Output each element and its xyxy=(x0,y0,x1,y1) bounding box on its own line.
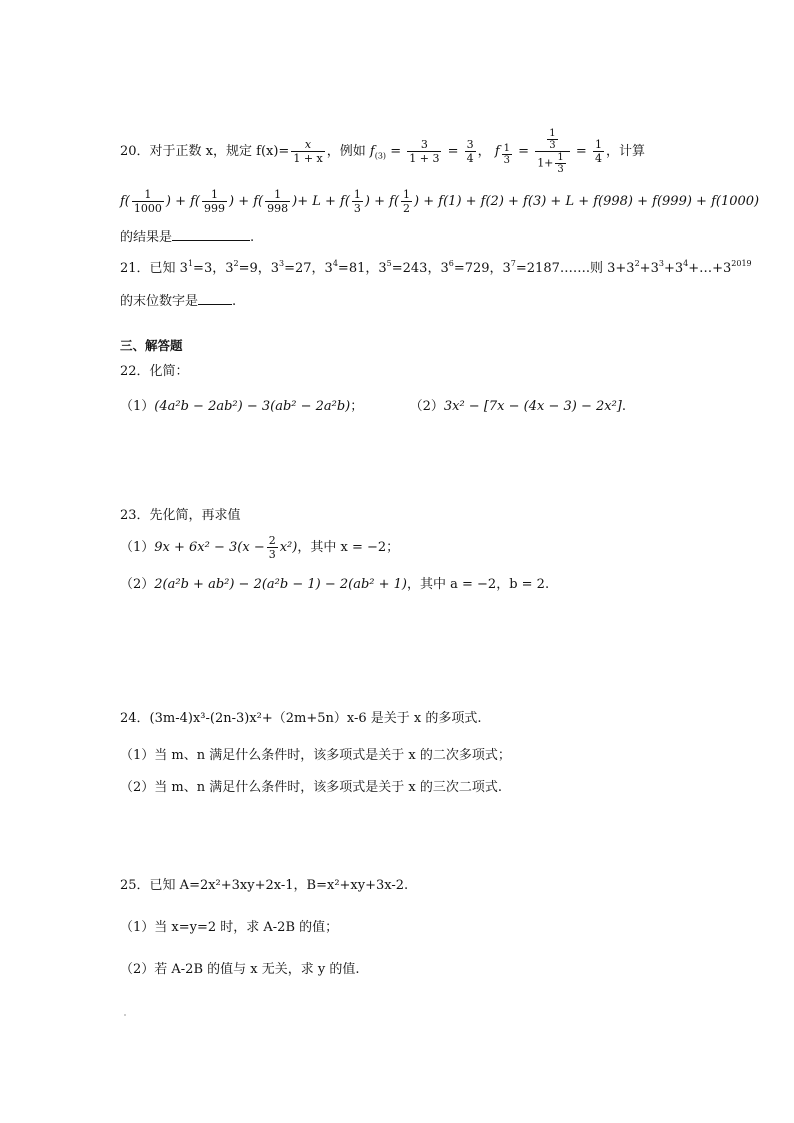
q21-t-d: =27，3 xyxy=(284,261,333,276)
q23-p2-expr: 2(a²b + ab²) − 2(a²b − 1) − 2(ab² + 1) xyxy=(154,577,407,592)
q22-p1-label: （1） xyxy=(120,399,155,414)
q24-title: 24．(3m-4)x³-(2n-3)x²+（2m+5n）x-6 是关于 x 的多项式. xyxy=(120,711,482,726)
q21-e4: 4 xyxy=(332,259,338,268)
q23-p1-a: 9x + 6x² − 3(x − xyxy=(154,540,265,555)
q20-eg2-top xyxy=(535,128,570,152)
q21-e6: 6 xyxy=(448,259,454,268)
q21-t-k: +…+3 xyxy=(688,261,732,276)
q21-t-c: =9，3 xyxy=(238,261,280,276)
q22-p2-expr: 3x² − [7x − (4x − 3) − 2x²] xyxy=(443,399,622,414)
q20-answer-blank[interactable] xyxy=(172,228,250,241)
q20-sum-mid: + L + f( xyxy=(297,194,350,209)
q20-eg2-complex-frac xyxy=(535,128,570,175)
q20-eq-1: = xyxy=(390,144,402,159)
q21-e3: 3 xyxy=(279,259,285,268)
q20-line1 xyxy=(120,128,645,175)
q20-f-name-2: f xyxy=(494,144,500,159)
q20-eg1-frac1: $\frac{3}{1 + 3}$ xyxy=(409,138,440,165)
q25-part1: （1）当 x=y=2 时，求 A-2B 的值； xyxy=(120,920,339,935)
q21-es2: 2 xyxy=(634,259,640,268)
q21-e7: 7 xyxy=(510,259,516,268)
q22-parts xyxy=(120,398,626,416)
q20-eg1-frac2: $\frac{3}{4}$ xyxy=(466,138,474,165)
q24-part2: （2）当 m、n 满足什么条件时，该多项式是关于 x 的三次二项式. xyxy=(120,780,502,795)
q21-es4: 4 xyxy=(683,259,689,268)
q20-f-sub: (3) xyxy=(374,151,387,161)
q20-def-fraction: $\frac{x}{1 + x}$ xyxy=(293,138,323,165)
scan-dot xyxy=(124,1014,126,1016)
q21-line2 xyxy=(120,292,236,311)
q21-t-g: =729，3 xyxy=(453,261,511,276)
q22-title: 22．化简： xyxy=(120,364,189,379)
q21-number: 21． xyxy=(120,261,150,276)
q21-t-h: =2187…….则 3+3 xyxy=(515,261,635,276)
q21-line2-text: 的末位数字是 xyxy=(120,294,199,309)
q20-sum-f1: f( xyxy=(120,194,130,209)
q21-answer-blank[interactable] xyxy=(198,292,232,305)
q20-f-name: f xyxy=(369,144,375,159)
q20-sum-line: f( $\frac{1}{1000}$ ) + f( $\frac{1}{999}$ ) + f( $\frac{1}{998}$ )+ L + f( $\frac{1}{3}$ ) + f( $\frac{1}{2}$ ) + f(1) + f(2) + f(3) + L + f(998) + f(999) + f(1000) xyxy=(120,188,760,215)
q20-result-line xyxy=(120,228,254,247)
q21-e2: 2 xyxy=(233,259,239,268)
q21-line1 xyxy=(120,260,752,278)
q20-eg2-bottom: 1+ $\frac{1}{3}$ xyxy=(537,152,564,175)
q20-sum-frac-1000: $\frac{1}{1000}$ xyxy=(133,188,162,215)
q23-p1-label: （1） xyxy=(120,540,155,555)
q20-eq-4: = xyxy=(575,144,587,159)
q20-eg2-subfrac: $\frac{1}{3}$ xyxy=(503,143,510,166)
q24-part1: （1）当 m、n 满足什么条件时，该多项式是关于 x 的二次多项式； xyxy=(120,748,511,763)
q20-sum-frac-998: $\frac{1}{998}$ xyxy=(267,188,289,215)
q21-end: . xyxy=(232,294,237,309)
q21-t-j: +3 xyxy=(663,261,684,276)
q21-t-b: =3，3 xyxy=(193,261,234,276)
q20-eq-3: = xyxy=(518,144,530,159)
q21-t-e: =81，3 xyxy=(337,261,387,276)
q21-es3: 3 xyxy=(658,259,664,268)
q21-t-a: 已知 3 xyxy=(149,261,188,276)
q22-p2-end: . xyxy=(621,399,627,414)
q20-sum-frac-2: $\frac{1}{2}$ xyxy=(403,188,411,215)
q25-part2: （2）若 A-2B 的值与 x 无关，求 y 的值. xyxy=(120,962,360,977)
q22-p1-end: ； xyxy=(350,399,364,414)
q22-p1-expr: (4a²b − 2ab²) − 3(ab² − 2a²b) xyxy=(154,399,351,414)
q20-eg2-bottom-frac: $\frac{1}{3}$ xyxy=(557,152,564,175)
q20-eq-2: = xyxy=(447,144,459,159)
q22-p2-label: （2） xyxy=(409,399,444,414)
q21-e1: 1 xyxy=(187,259,194,268)
q23-p1-b: x²) xyxy=(279,540,298,555)
q23-p1-frac: $\frac{2}{3}$ xyxy=(268,534,276,561)
q21-elast: 2019 xyxy=(731,259,752,268)
q21-t-i: +3 xyxy=(639,261,659,276)
q23-p2-label: （2） xyxy=(120,577,155,592)
q23-p1-cond: ，其中 x = −2； xyxy=(297,540,400,555)
q20-intro: 对于正数 x，规定 f(x)= xyxy=(149,144,290,159)
q21-t-f: =243，3 xyxy=(391,261,449,276)
q23-title: 23．先化简，再求值 xyxy=(120,508,241,523)
q20-example-label: ，例如 xyxy=(326,144,366,159)
q20-comma: ， xyxy=(477,144,491,159)
q23-part2 xyxy=(120,576,549,594)
q20-calc-label: ，计算 xyxy=(605,144,645,159)
q21-e5: 5 xyxy=(386,259,392,268)
q20-end: . xyxy=(250,230,255,245)
q23-part1 xyxy=(120,534,399,561)
q23-p2-cond: ，其中 a = −2，b = 2. xyxy=(407,577,550,592)
q20-eg2-result: $\frac{1}{4}$ xyxy=(594,138,602,165)
q20-number: 20． xyxy=(120,144,150,159)
q20-sum-tail: + f(1) + f(2) + f(3) + L + f(998) + f(999) + f(1000) xyxy=(423,194,760,209)
q20-eg2-top-frac: $\frac{1}{3}$ xyxy=(549,128,556,151)
q20-sum-frac-3: $\frac{1}{3}$ xyxy=(353,188,361,215)
q20-sum-frac-999: $\frac{1}{999}$ xyxy=(204,188,226,215)
q25-title: 25．已知 A=2x²+3xy+2x-1，B=x²+xy+3x-2. xyxy=(120,878,409,893)
q20-result-label: 的结果是 xyxy=(120,230,173,245)
section-3-heading: 三、解答题 xyxy=(120,338,183,353)
